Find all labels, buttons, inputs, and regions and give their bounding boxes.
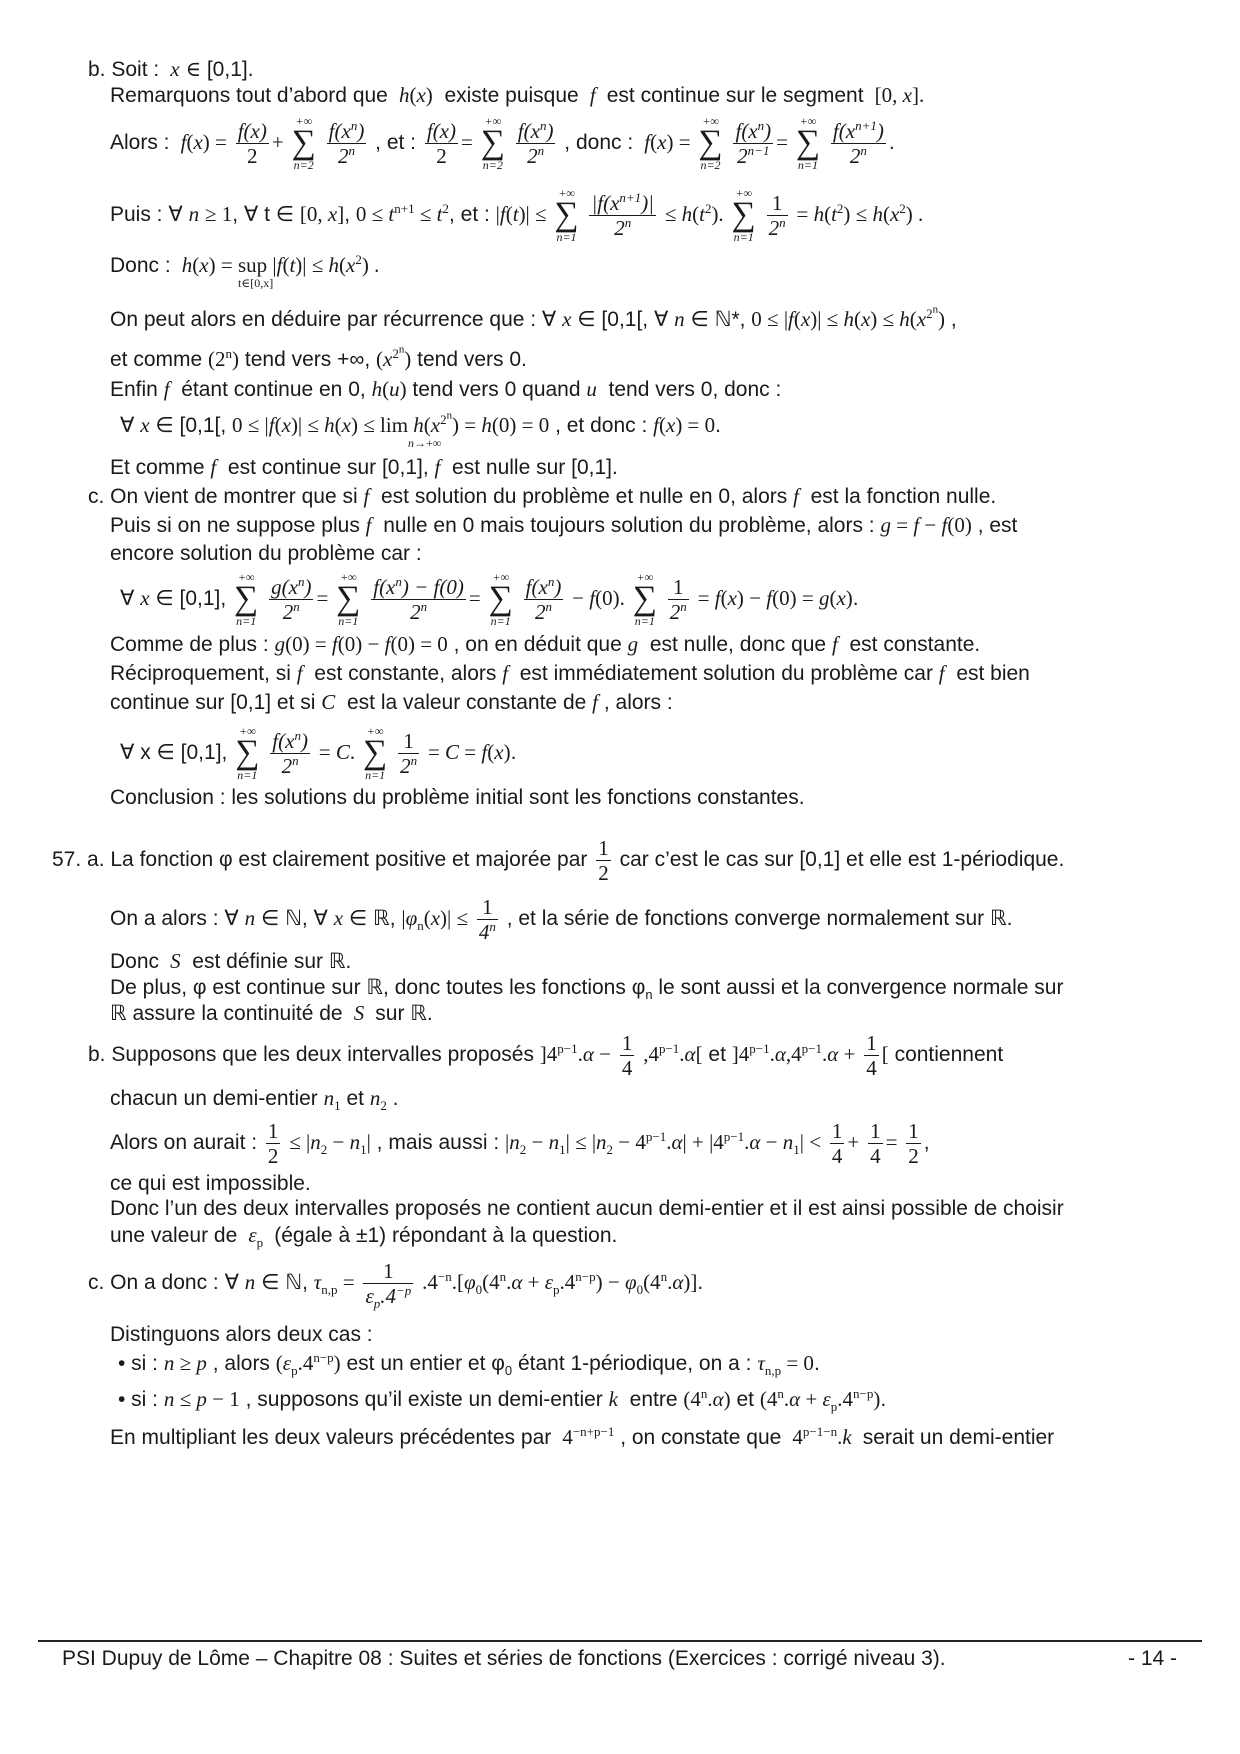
line-puis-inequality: Puis : ∀ n ≥ 1, ∀ t ∈ [0, x], $0 \le t^{n+1} \le t^2$, et : |f(t)| ≤ +∞ ∑ n=1 $\frac{|f(x^{n+1})|}{2^n}$ ≤ $h(t^2)$. +∞ ∑ n=1 $\frac{1}{2^n}$ = $h(t^2) \le h(x^2)$ . (110, 186, 924, 245)
text: continue sur [0,1] et si (110, 691, 316, 714)
line-cas1: • si : n ≥ p , alors $(\varepsilon_p.4^{n-p})$ est un entier et $\varphi_0$ étant 1-périodique, on a : $\tau_{n,p} = 0$. (118, 1350, 820, 1379)
line-enfin: Enfin f étant continue en 0, h(u) tend vers 0 quand u tend vers 0, donc : (110, 377, 782, 401)
page-number: - 14 - (1128, 1647, 1178, 1670)
line-on-a-alors: On a alors : ∀ n ∈ ℕ, ∀ x ∈ ℝ, $|\varphi_n(x)|$ ≤ $\frac{1}{4^n}$ , et la série de fonctions converge normalement sur ℝ. (110, 894, 1013, 944)
line-comme-de-plus: Comme de plus : g(0) = f(0) − f(0) = 0 , on en déduit que g est nulle, donc que f est constante. (110, 632, 981, 656)
text: On peut alors en déduire par récurrence que : (110, 308, 537, 331)
lim-subscript: n→+∞ (408, 436, 442, 450)
text: Alors : (110, 131, 170, 154)
text: serait un demi-entier (862, 1426, 1055, 1449)
text: En multipliant les deux valeurs précédentes par (110, 1426, 552, 1449)
sup-subscript: t∈[0,x] (238, 276, 274, 290)
line-alors-equation: Alors : f(x) = $\frac{f(x)}{2}$ + +∞ ∑ n=2 $\frac{f(x^n)}{2^n}$ , et : $\frac{f(x)}{2}$ = +∞ ∑ n=2 $\frac{f(x^n)}{2^n}$ , donc : f(x) = +∞ ∑ n=2 $\frac{f(x^n)}{2^{n-1}}$ = +∞ ∑ n=1 $\frac{f(x^{n+1})}{2^n}$ . (110, 114, 895, 173)
text: chacun un demi-entier (110, 1087, 318, 1110)
text: encore solution du problème car : (110, 542, 422, 565)
text: b. Soit : (88, 58, 160, 81)
text: entre (629, 1388, 678, 1411)
text: • si : (118, 1352, 159, 1375)
text: , alors : (603, 691, 673, 714)
text: car c’est le cas sur [0,1] et elle est 1-périodique. (619, 848, 1065, 871)
text: Donc (110, 950, 160, 973)
text: le sont aussi et la convergence normale sur (658, 976, 1064, 999)
text: tend vers +∞, (244, 348, 371, 371)
text: est la fonction nulle. (810, 485, 997, 508)
line-donc-s: Donc S est définie sur ℝ. (110, 949, 352, 973)
text: Alors on aurait : (110, 1131, 258, 1154)
text: est constante. (849, 633, 981, 656)
text: est solution du problème et nulle en 0, alors (381, 485, 788, 508)
text: , donc : (564, 131, 634, 154)
line-distinguons (110, 1322, 373, 1348)
line-57b: b. Supposons que les deux intervalles proposés ]$4^{p-1}.\alpha$ − $\frac{1}{4}$ $,4^{p-1}.\alpha$[ et ]$4^{p-1}.\alpha,4^{p-1}.\alpha$ + $\frac{1}{4}$ [ contiennent (88, 1030, 1004, 1080)
text: b. Supposons que les deux intervalles proposés (88, 1043, 534, 1066)
text: est la valeur constante de (346, 691, 587, 714)
text: et (736, 1388, 754, 1411)
text: contiennent (894, 1043, 1004, 1066)
text: Remarquons tout d’abord que (110, 84, 388, 107)
line-chacun: chacun un demi-entier $n_1$ et $n_2$ . (110, 1086, 399, 1114)
text: Donc l’un des deux intervalles proposés ne contient aucun demi-entier et il est ainsi possible de choisir (110, 1197, 1064, 1220)
line-et-comme-nulle: Et comme f est continue sur [0,1], f est nulle sur [0,1]. (110, 455, 618, 479)
line-r-assure: ℝ assure la continuité de S sur ℝ. (110, 1001, 433, 1025)
text: ℝ assure la continuité de (110, 1002, 343, 1025)
line-alors-aurait: Alors on aurait : $\frac{1}{2}$ ≤ $|n_2 - n_1|$ , mais aussi : $|n_2 - n_1| \le |n_2 - 4^{p-1}.\alpha| + |4^{p-1}.\alpha - n_1|$ < $\frac{1}{4}$ + $\frac{1}{4}$ = $\frac{1}{2}$ , (110, 1118, 930, 1168)
text: ce qui est impossible. (110, 1172, 311, 1195)
text: et comme (110, 348, 203, 371)
text: est immédiatement solution du problème car (519, 662, 933, 685)
text: • si : (118, 1388, 159, 1411)
line-57c: c. On a donc : ∀ n ∈ ℕ, $\tau_{n,p}$ = $\frac{1}{\varepsilon_p.4^{-p}}$ $.4^{-n}.[\varphi_0(4^n.\alpha + \varepsilon_p.4^{n-p}) - \varphi_0(4^n.\alpha)]$. (88, 1258, 704, 1312)
line-donc-sup: Donc : h(x) = sup $|f(t)| \le h(x^2)$ . (110, 252, 380, 277)
text: De plus, φ est continue sur ℝ, donc toutes les fonctions φ (110, 976, 646, 999)
text: On a alors : (110, 907, 219, 930)
text: est nulle, donc que (649, 633, 827, 656)
footer-divider (38, 1640, 1202, 1642)
text: Et comme (110, 456, 205, 479)
text: est constante, alors (314, 662, 497, 685)
text: tend vers 0 quand (412, 378, 581, 401)
line-impossible (110, 1171, 311, 1197)
footer-title: PSI Dupuy de Lôme – Chapitre 08 : Suites et séries de fonctions (Exercices : corrigé niveau 3). (62, 1647, 946, 1670)
line-g-equation: ∀ x ∈ [0,1], +∞ ∑ n=1 $\frac{g(x^n)}{2^n}$ = +∞ ∑ n=1 $\frac{f(x^n) - f(0)}{2^n}$ = +∞ ∑ n=1 $\frac{f(x^n)}{2^n}$ − f(0). +∞ ∑ n=1 $\frac{1}{2^n}$ = f(x) − f(0) = g(x). (120, 570, 859, 629)
line-multipliant: En multipliant les deux valeurs précédentes par $4^{-n+p-1}$ , on constate que $4^{p-1-n}.k$ serait un demi-entier (110, 1424, 1055, 1449)
text: et (708, 1043, 726, 1066)
text: est nulle sur [0,1]. (452, 456, 618, 479)
line-et-comme: et comme (2$^n$) tend vers +∞, $(x^{2^n})$ tend vers 0. (110, 343, 527, 371)
text: , et donc : (555, 414, 648, 437)
text: est continue sur [0,1], (227, 456, 429, 479)
line-encore (110, 541, 422, 567)
text: est continue sur le segment (606, 84, 864, 107)
line-donc-lun (110, 1196, 1064, 1222)
line-b-remarque: Remarquons tout d’abord que h(x) existe puisque f est continue sur le segment [0, x]. (110, 83, 925, 107)
text: Conclusion : les solutions du problème initial sont les fonctions constantes. (110, 786, 805, 809)
text: , et : (375, 131, 417, 154)
line-cas2: • si : n ≤ p − 1 , supposons qu’il existe un demi-entier k entre (4$^n$.α) et $(4^n.\alpha + \varepsilon_p.4^{n-p})$. (118, 1386, 887, 1415)
line-une-valeur: une valeur de $\varepsilon_p$ (égale à ±1) répondant à la question. (110, 1223, 618, 1251)
text: , est (977, 514, 1018, 537)
text: Donc : (110, 254, 171, 277)
text: Enfin (110, 378, 158, 401)
text: , supposons qu’il existe un demi-entier (245, 1388, 603, 1411)
text: tend vers 0, donc : (608, 378, 782, 401)
text: (égale à ±1) répondant à la question. (274, 1224, 618, 1247)
line-de-plus: De plus, φ est continue sur ℝ, donc toutes les fonctions $\varphi_n$ le sont aussi et la convergence normale sur (110, 976, 1064, 1003)
line-continue: continue sur [0,1] et si C est la valeur constante de f , alors : (110, 690, 673, 714)
line-reciproquement: Réciproquement, si f est constante, alors f est immédiatement solution du problème car f est bien (110, 661, 1030, 685)
text: c. On a donc : (88, 1271, 219, 1294)
text: est un entier et φ (346, 1352, 505, 1375)
line-recurrence: On peut alors en déduire par récurrence que : ∀ x ∈ [0,1[, ∀ n ∈ ℕ*, $0 \le |f(x)| \le h(x) \le h(x^{2^n})$ , (110, 303, 957, 331)
text: est définie sur ℝ. (192, 950, 352, 973)
text: Puis si on ne suppose plus (110, 514, 360, 537)
text: , alors (212, 1352, 270, 1375)
text: , on en déduit que (453, 633, 622, 656)
text: Réciproquement, si (110, 662, 291, 685)
text: étant continue en 0, (181, 378, 366, 401)
text: c. On vient de montrer que si (88, 485, 358, 508)
line-b-soit: b. Soit : x ∈ [0,1]. (88, 57, 254, 81)
text: sur ℝ. (375, 1002, 433, 1025)
line-constant-equation: ∀ x ∈ [0,1], +∞ ∑ n=1 $\frac{f(x^n)}{2^n}$ = C. +∞ ∑ n=1 $\frac{1}{2^n}$ = C = f(x). (120, 724, 517, 783)
text: Puis : (110, 203, 163, 226)
text: nulle en 0 mais toujours solution du problème, alors : (383, 514, 875, 537)
text: une valeur de (110, 1224, 238, 1247)
line-57a: 57. a. La fonction φ est clairement positive et majorée par $\frac{1}{2}$ car c’est le cas sur [0,1] et elle est 1-périodique. (52, 835, 1065, 885)
text: Distinguons alors deux cas : (110, 1323, 373, 1346)
text: , on constate que (620, 1426, 782, 1449)
line-puis-si: Puis si on ne suppose plus f nulle en 0 mais toujours solution du problème, alors : g = f − f(0) , est (110, 513, 1018, 537)
line-c: c. On vient de montrer que si f est solution du problème et nulle en 0, alors f est la fonction nulle. (88, 484, 997, 508)
line-limit: ∀ x ∈ [0,1[, $0 \le |f(x)| \le h(x) \le \lim h(x^{2^n}) = h(0) = 0$ , et donc : f(x) = 0. (120, 409, 721, 437)
text: 57. a. La fonction φ est clairement positive et majorée par (52, 848, 588, 871)
line-conclusion (110, 785, 805, 811)
text: , mais aussi : (376, 1131, 500, 1154)
text: tend vers 0. (417, 348, 527, 371)
text: , et la série de fonctions converge normalement sur ℝ. (506, 907, 1013, 930)
text: étant 1-périodique, on a : (517, 1352, 752, 1375)
text: Comme de plus : (110, 633, 269, 656)
text: existe puisque (444, 84, 579, 107)
text: est bien (956, 662, 1030, 685)
